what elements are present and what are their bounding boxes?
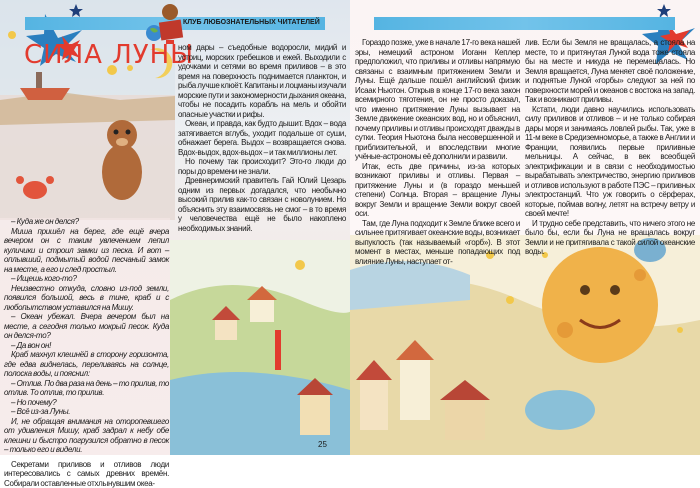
dialogue-line: Краб махнул клешнёй в сторону горизонта, где едва виднелась, переливаясь на солнце, полоска воды, и пояснил: xyxy=(4,350,169,379)
left-bottom-column xyxy=(4,460,169,488)
article-title: СИЛА ЛУНЫ xyxy=(24,40,194,70)
dialogue-line: – Отлив. По два раза на день – то прилив, то отлив. То отлив, то прилив. xyxy=(4,379,169,398)
smiling-moon-character xyxy=(542,247,658,363)
dialogue-line: Неизвестно откуда, словно из-под земли, появился большой, весь в тине, краб и с любопытством уставился на Мишу. xyxy=(4,284,169,313)
dialogue-line: – Океан убежал. Вчера вечером был на месте, а сегодня только мокрый песок. Куда он делся-то? xyxy=(4,312,169,341)
paragraph: Древнеримский правитель Гай Юлий Цезарь одним из первых догадался, что необычно высокий прилив как-то связан с новолунием. Но объяснить эту взаимосвязь не смог – в то время у человечества ещё не было накоплено необходимых знаний. xyxy=(178,176,346,233)
left-top-column xyxy=(178,43,346,233)
dialogue-line: – Да вон он! xyxy=(4,341,169,351)
dialogue-line: – Но почему? xyxy=(4,398,169,408)
navy-star-logo xyxy=(657,4,671,17)
star-icon xyxy=(295,260,305,270)
right-column-2 xyxy=(525,38,695,257)
paragraph: Секретами приливов и отливов люди интересовались с самых древних времён. Собирали оставленные отхлынувшим океа- xyxy=(4,460,169,488)
section-label: КЛУБ ЛЮБОЗНАТЕЛЬНЫХ ЧИТАТЕЛЕЙ xyxy=(183,19,320,26)
dialogue-line: И, не обращая внимания на оторопевшего от удивления Мишу, краб задрал к небу обе клешни и быстро погрузился обратно в песок – только его и видели. xyxy=(4,417,169,455)
paragraph: Там, где Луна подходит к Земле ближе всего и сильнее притягивает океанские воды, возникает выпуклость (так называемый «горб»). В этот момент в местах, меньше попадающих под влияние Луны, наступает от- xyxy=(355,219,520,267)
paragraph: Но почему так происходит? Это-го люди до поры до времени не знали. xyxy=(178,157,346,176)
paragraph: Итак, есть две причины, из-за которых возникают приливы и отливы. Первая – притяжение Луны и (в гораздо меньшей степени) Солнца. Вторая – вращение Луны вокруг Земли и вращение Земли вокруг своей оси. xyxy=(355,162,520,219)
paragraph: Гораздо позже, уже в начале 17-го века нашей эры, немецкий астроном Иоганн Кеплер предположил, что приливы и отливы напрямую связаны с взаимным притяжением Земли и Луны. Ещё дальше пошёл английский физик Исаак Ньютон. Открыв в конце 17-го века закон всемирного тяготения, он не просто доказал, что именно притяжение Луны вызывает на Земле движение океанских вод, но и объяснил, почему приливы и отливы происходят дважды в сутки. Теория Ньютона была несовершенной и приблизительной, и впоследствии многие учёные-астрономы её дополнили и развили. xyxy=(355,38,520,162)
paragraph: И трудно себе представить, что ничего этого не было бы, если бы Луна не вращалась вокруг Земли и не притягивала с такой силой океанские воды. xyxy=(525,219,695,257)
dialogue-line: – Ищешь кого-то? xyxy=(4,274,169,284)
left-page xyxy=(0,0,350,455)
page-number: 25 xyxy=(318,440,327,449)
dialogue-line: – Всё из-за Луны. xyxy=(4,407,169,417)
bear-character xyxy=(102,120,142,200)
star-icon xyxy=(8,31,16,39)
right-page xyxy=(350,0,700,455)
dialogue-line: – Куда же он делся? xyxy=(4,217,169,227)
right-column-1 xyxy=(355,38,520,266)
story-dialogue xyxy=(4,217,169,455)
paragraph: лив. Если бы Земля не вращалась, а стояла на месте, то и притянутая Луной вода тоже стояла бы на месте и никуда не перемещалась. Но Земля вращается, Луна меняет своё положение, и поднятые Луной «горбы» следуют за ней по поверхности морей и океанов с востока на запад. Так и возникают приливы. xyxy=(525,38,695,105)
left-lower-text xyxy=(4,217,169,488)
paragraph: Океан, и правда, как будто дышит. Вдох – вода затягивается вглубь, уходит подальше от суши, обнажает берега. Выдох – возвращается снова. Вдох-выдох, вдох-выдох – и так миллионы лет. xyxy=(178,119,346,157)
dialogue-line: Миша пришёл на берег, где ещё вчера вечером он с таким увлечением лепил куличики и строил замки из песка. И вот – оплывший, подмытый водой песчаный замок на месте, а его и след простыл. xyxy=(4,227,169,275)
section-header-bar xyxy=(374,17,675,30)
paragraph: Кстати, люди давно научились использовать силу приливов и отливов – и не только собирая дары моря и занимаясь ловлей рыбы. Так, уже в 11-м веке в Средиземноморье, а также в Англии и Франции, появились первые приливные мельницы. А сейчас, в век всеобщей электрификации и в связи с необходимостью вырабатывать электричество, энергию приливов и отливов используют в работе ПЭС – приливных электростанций. Что уж говорить о сёрферах, которые, поймав волну, летят на встречу ветру и своей мечте! xyxy=(525,105,695,219)
paragraph: ном дары – съедобные водоросли, мидий и устриц, морских гребешков и ежей. Выходили с удочками и сетями во время приливов – в это время на поверхность поднимается планктон, и рыба лучше клюёт. Капитаны и лоцманы изучали морские пути и закономерности дыхания океана, чтобы не посадить корабль на мель и обойти опасные участки и рифы. xyxy=(178,43,346,119)
